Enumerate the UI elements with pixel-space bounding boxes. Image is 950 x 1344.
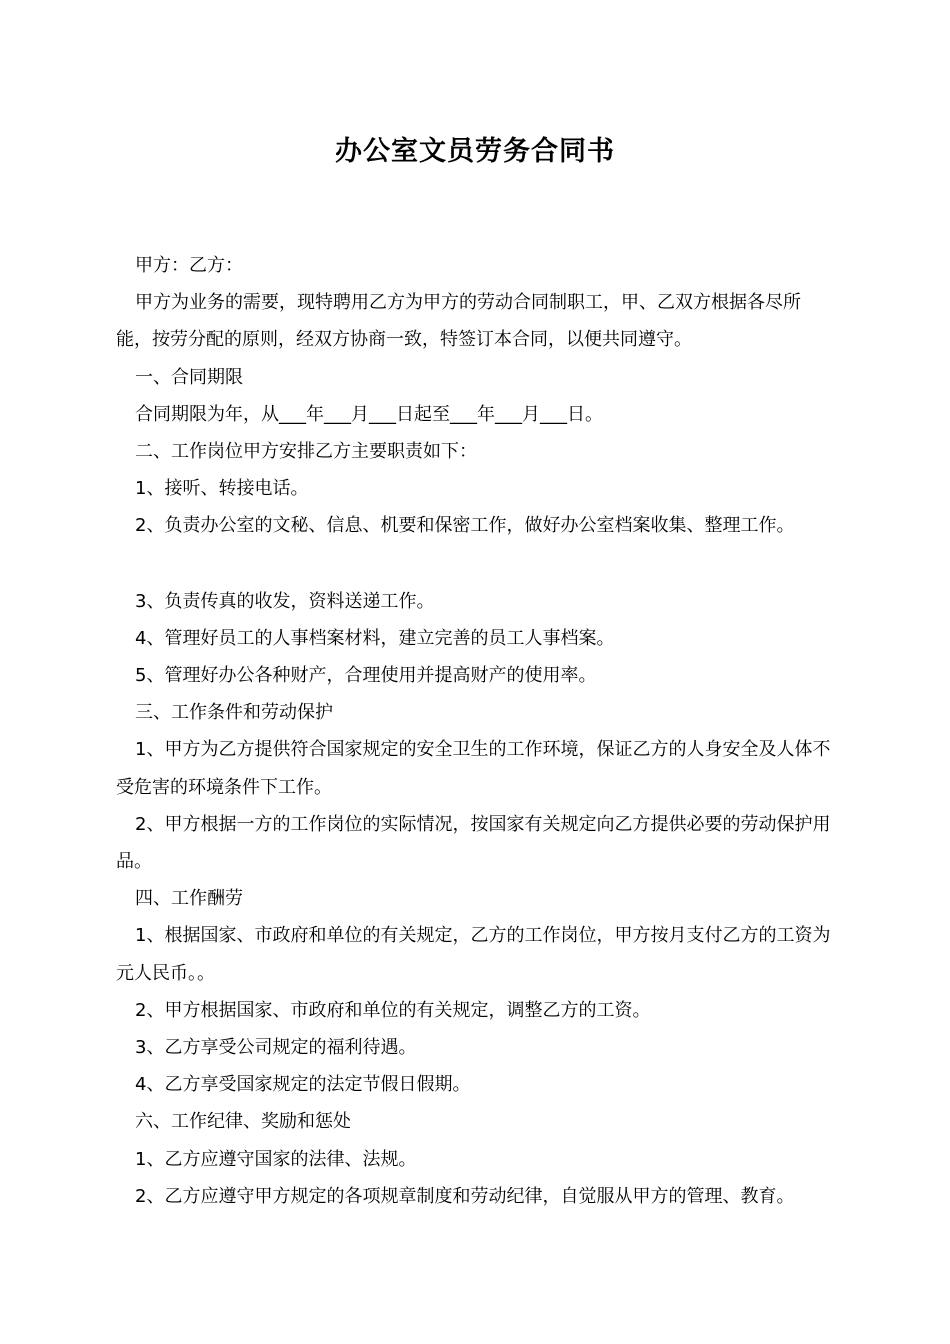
section-heading-term: 一、合同期限 <box>135 366 243 388</box>
duty-item: 3、负责传真的收发，资料送递工作。 <box>135 590 435 612</box>
section-heading-pay: 四、工作酬劳 <box>135 888 243 910</box>
duty-item: 2、负责办公室的文秘、信息、机要和保密工作，做好办公室档案收集、整理工作。 <box>135 515 795 537</box>
condition-item: 1、甲方为乙方提供符合国家规定的安全卫生的工作环境，保证乙方的人身安全及人体不受危害的环境条件下工作。 <box>116 739 831 798</box>
condition-item: 2、甲方根据一方的工作岗位的实际情况，按国家有关规定向乙方提供必要的劳动保护用品。 <box>116 813 831 873</box>
document-body <box>116 247 836 1215</box>
pay-item: 1、根据国家、市政府和单位的有关规定，乙方的工作岗位，甲方按月支付乙方的工资为元人民币。。 <box>116 925 831 984</box>
discipline-item: 2、乙方应遵守甲方规定的各项规章制度和劳动纪律，自觉服从甲方的管理、教育。 <box>135 1185 795 1207</box>
duty-item: 1、接听、转接电话。 <box>135 478 309 500</box>
preamble-paragraph: 甲方为业务的需要，现特聘用乙方为甲方的劳动合同制职工，甲、乙双方根据各尽所能，按劳分配的原则，经双方协商一致，特签订本合同，以便共同遵守。 <box>116 292 801 351</box>
parties-line: 甲方：乙方： <box>135 255 243 276</box>
pay-item: 3、乙方享受公司规定的福利待遇。 <box>135 1037 417 1059</box>
pay-item: 4、乙方享受国家规定的法定节假日假期。 <box>135 1074 471 1096</box>
duty-item: 4、管理好员工的人事档案材料，建立完善的员工人事档案。 <box>135 627 615 649</box>
term-paragraph: 合同期限为年，从___年___月___日起至___年___月___日。 <box>135 403 603 425</box>
duty-item: 5、管理好办公各种财产，合理使用并提高财产的使用率。 <box>135 665 597 687</box>
discipline-item: 1、乙方应遵守国家的法律、法规。 <box>135 1148 417 1170</box>
pay-item: 2、甲方根据国家、市政府和单位的有关规定，调整乙方的工资。 <box>135 999 651 1021</box>
section-heading-discipline: 六、工作纪律、奖励和惩处 <box>135 1111 351 1133</box>
blank-line <box>116 545 836 583</box>
section-heading-position: 二、工作岗位甲方安排乙方主要职责如下： <box>135 441 477 463</box>
section-heading-conditions: 三、工作条件和劳动保护 <box>135 702 333 724</box>
document-title: 办公室文员劳务合同书 <box>335 136 615 167</box>
